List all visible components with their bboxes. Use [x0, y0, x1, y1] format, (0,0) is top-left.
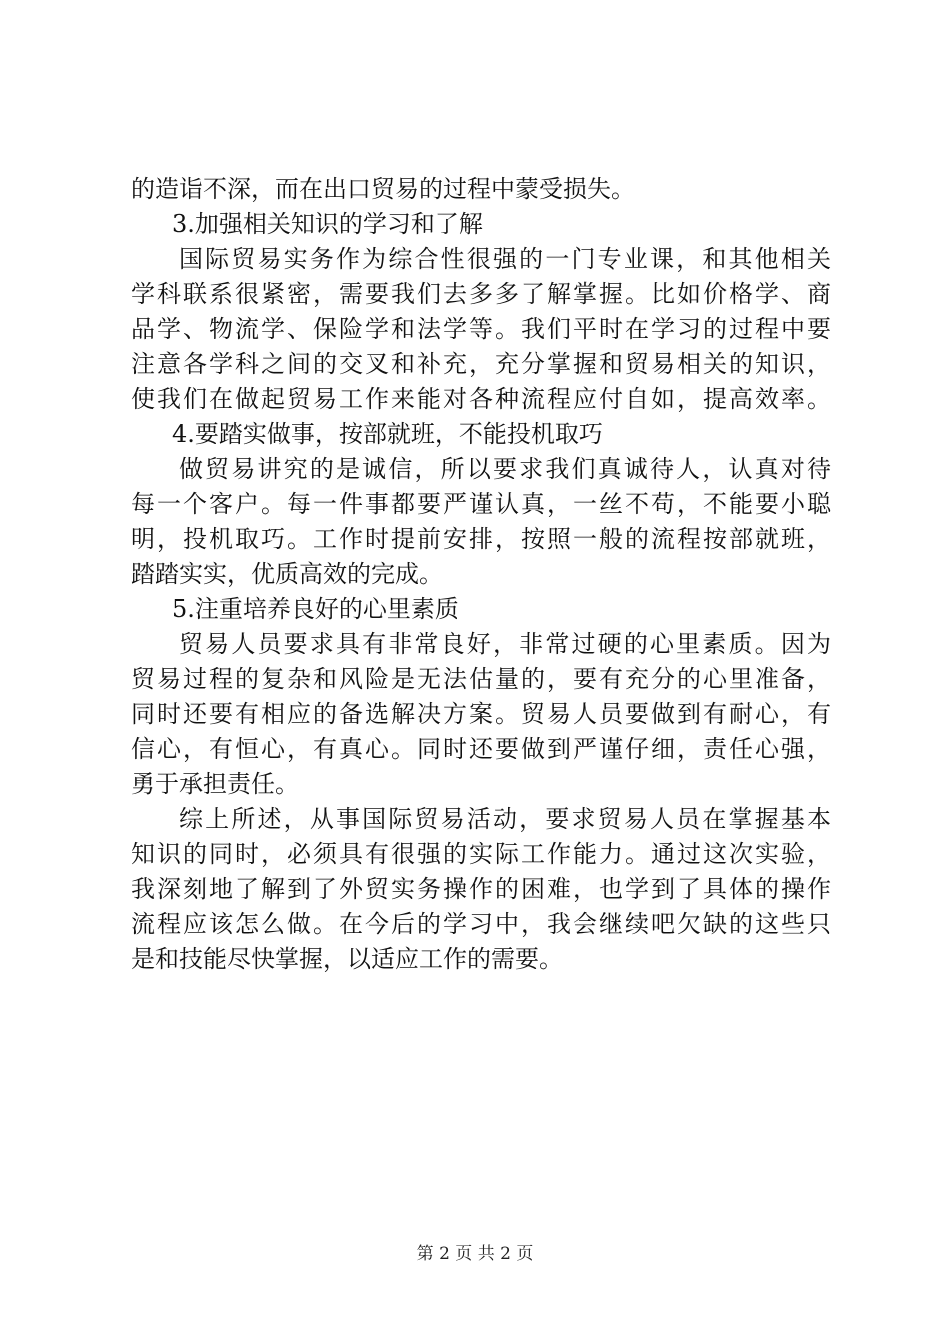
text-line: 注意各学科之间的交叉和补充，充分掌握和贸易相关的知识，: [131, 350, 831, 378]
text-line: 学科联系很紧密，需要我们去多多了解掌握。比如价格学、商: [131, 280, 831, 308]
text-line: 踏踏实实，优质高效的完成。: [131, 560, 443, 588]
text-line: 是和技能尽快掌握，以适应工作的需要。: [131, 945, 563, 973]
section-heading: 3.加强相关知识的学习和了解: [172, 210, 483, 238]
document-body: [131, 172, 831, 977]
text-line: 知识的同时，必须具有很强的实际工作能力。通过这次实验，: [131, 840, 831, 868]
text-line: 国际贸易实务作为综合性很强的一门专业课，和其他相关: [179, 245, 831, 273]
section-heading: 4.要踏实做事，按部就班，不能投机取巧: [172, 420, 603, 448]
text-line: 明，投机取巧。工作时提前安排，按照一般的流程按部就班，: [131, 525, 831, 553]
text-line: 品学、物流学、保险学和法学等。我们平时在学习的过程中要: [131, 315, 831, 343]
page-footer: 第 2 页 共 2 页: [416, 1244, 534, 1264]
text-line: 流程应该怎么做。在今后的学习中，我会继续吧欠缺的这些只: [131, 910, 831, 938]
text-line: 我深刻地了解到了外贸实务操作的困难，也学到了具体的操作: [131, 875, 831, 903]
text-line: 勇于承担责任。: [131, 770, 299, 798]
section-heading: 5.注重培养良好的心里素质: [172, 595, 459, 623]
text-line: 综上所述，从事国际贸易活动，要求贸易人员在掌握基本: [179, 805, 831, 833]
text-line: 做贸易讲究的是诚信，所以要求我们真诚待人，认真对待: [179, 455, 831, 483]
text-line: 每一个客户。每一件事都要严谨认真，一丝不苟，不能要小聪: [131, 490, 831, 518]
text-line: 贸易人员要求具有非常良好，非常过硬的心里素质。因为: [179, 630, 831, 658]
text-line: 的造诣不深，而在出口贸易的过程中蒙受损失。: [131, 175, 635, 203]
text-line: 贸易过程的复杂和风险是无法估量的，要有充分的心里准备，: [131, 665, 831, 693]
text-line: 信心，有恒心，有真心。同时还要做到严谨仔细，责任心强，: [131, 735, 831, 763]
text-line: 使我们在做起贸易工作来能对各种流程应付自如，提高效率。: [131, 385, 831, 413]
text-line: 同时还要有相应的备选解决方案。贸易人员要做到有耐心，有: [131, 700, 831, 728]
